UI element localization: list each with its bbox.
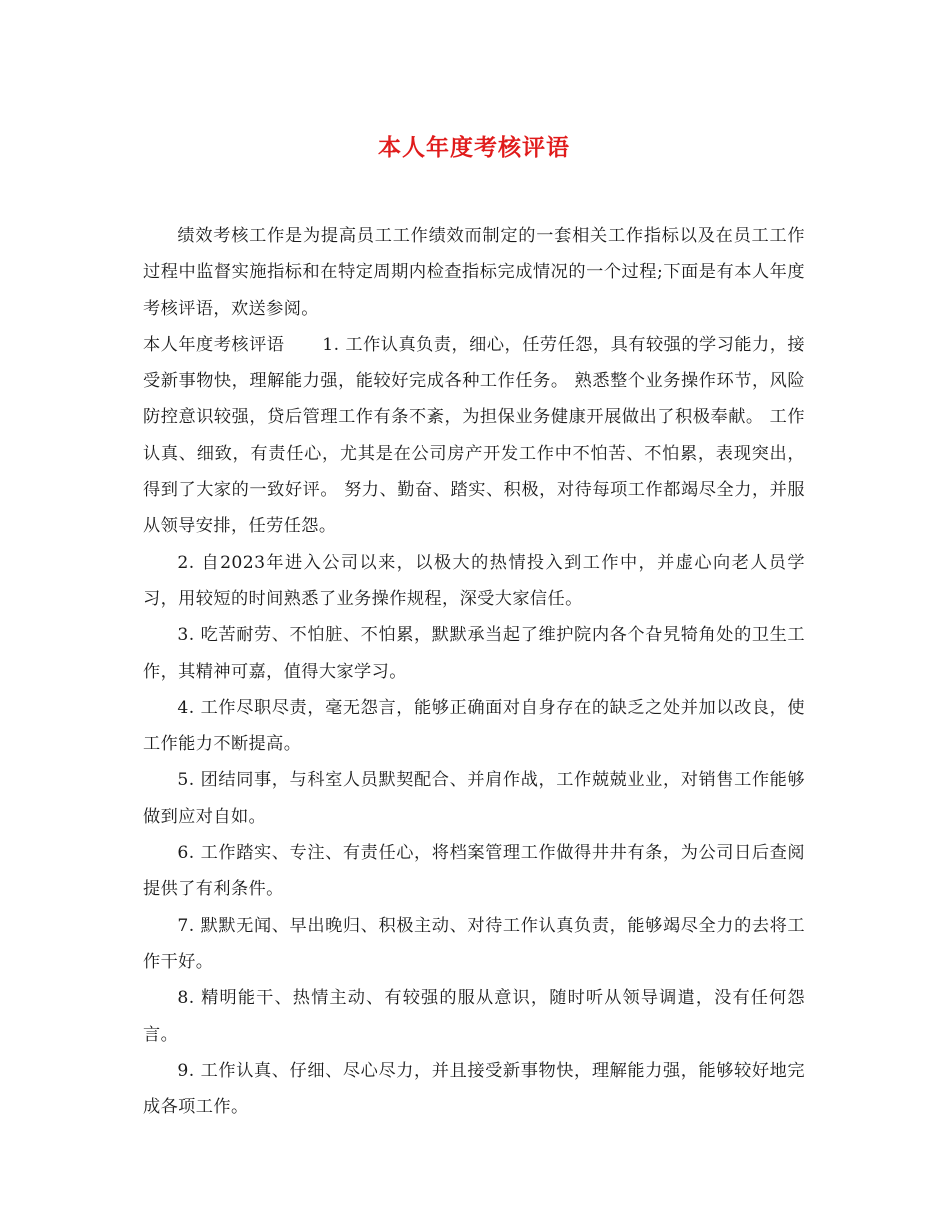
list-item: 6. 工作踏实、专注、有责任心，将档案管理工作做得井井有条，为公司日后查阅提供了有利条件。 [143, 843, 805, 900]
intro-paragraph: 绩效考核工作是为提高员工工作绩效而制定的一套相关工作指标以及在员工工作过程中监督实施指标和在特定周期内检查指标完成情况的一个过程;下面是有本人年度考核评语，欢送参阅。 [143, 226, 805, 319]
list-item: 9. 工作认真、仔细、尽心尽力，并且接受新事物快，理解能力强，能够较好地完成各项工作。 [143, 1060, 805, 1118]
list-item [143, 327, 805, 545]
list-item: 8. 精明能干、热情主动、有较强的服从意识，随时听从领导调遣，没有任何怨言。 [143, 988, 805, 1045]
document-body [143, 218, 805, 1125]
list-item: 2. 自2023年进入公司以来，以极大的热情投入到工作中，并虚心向老人员学习，用较短的时间熟悉了业务操作规程，深受大家信任。 [143, 552, 805, 609]
section-label: 本人年度考核评语 [143, 334, 285, 355]
list-item: 5. 团结同事，与科室人员默契配合、并肩作战，工作兢兢业业，对销售工作能够做到应对自如。 [143, 770, 805, 827]
list-item-text: 1. 工作认真负责，细心，任劳任怨，具有较强的学习能力，接受新事物快，理解能力强，能较好完成各种工作任务。 熟悉整个业务操作环节，风险防控意识较强，贷后管理工作有条不紊，为担保业务健康开展做出了积极奉献。 工作认真、细致，有责任心，尤其是在公司房产开发工作中不怕苦、不怕累，表现突出，得到了大家的一致好评。 努力、勤奋、踏实、积极，对待每项工作都竭尽全力，并服从领导安排，任劳任怨。 [143, 334, 805, 537]
list-item: 7. 默默无闻、早出晚归、积极主动、对待工作认真负责，能够竭尽全力的去将工作干好。 [143, 915, 805, 972]
page-title: 本人年度考核评语 [378, 134, 570, 161]
list-item: 3. 吃苦耐劳、不怕脏、不怕累，默默承当起了维护院内各个旮旯犄角处的卫生工作，其精神可嘉，值得大家学习。 [143, 625, 805, 682]
list-item: 4. 工作尽职尽责，毫无怨言，能够正确面对自身存在的缺乏之处并加以改良，使工作能力不断提高。 [143, 697, 805, 755]
